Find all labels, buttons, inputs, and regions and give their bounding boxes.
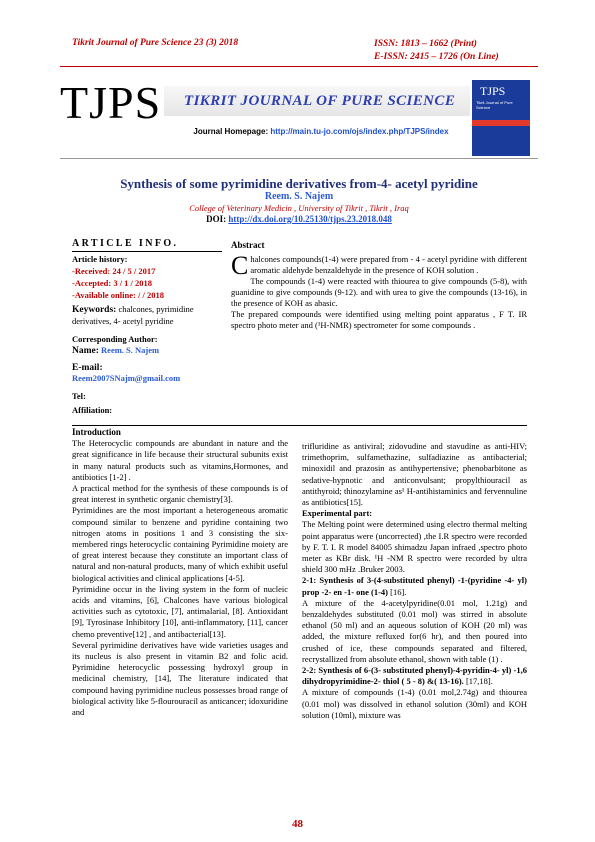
- email-link[interactable]: Reem2007SNajm@gmail.com: [72, 373, 181, 383]
- intro-paragraph: The Heterocyclic compounds are abundant in nature and the great significance in life because their structural subunits exist in many natural products such as vitamins,Hormones, and antibiotics [1-2] .: [72, 438, 288, 482]
- experimental-paragraph: The Melting point were determined using electro thermal melting point apparatus were (uncorrected) ,the I.R spectro were recorded by F. T. I. R model 84005 shimadzu Japan infraed ,spectro photo meter as KBr disk. ¹H -NM R spectro were recorded by ultra shield 300 mHz .Bruker 2003.: [302, 519, 527, 575]
- doi-link[interactable]: http://dx.doi.org/10.25130/tjps.23.2018.048: [228, 214, 392, 224]
- article-info-rule: [72, 251, 222, 252]
- accepted-date: -Accepted: 3 / 1 / 2018: [72, 278, 153, 288]
- affiliation-label: Affiliation:: [72, 405, 113, 415]
- body-column-right: [302, 441, 527, 721]
- body-column-left: [72, 427, 288, 718]
- abstract-p3: The prepared compounds were identified using melting point apparatus , F T. IR spectro photo meter and (¹H-NMR) spectrometer for some compounds .: [231, 309, 527, 330]
- doi-label: DOI:: [206, 214, 227, 224]
- issn-print: ISSN: 1813 – 1662 (Print): [374, 39, 477, 49]
- cover-title: Tikrit Journal of Pure Science: [476, 100, 513, 110]
- abstract-text: [231, 251, 527, 331]
- keywords: Keywords: chalcones, pyrimidine derivatives, 4- acetyl pyridine: [72, 304, 194, 326]
- abstract-p1: halcones compounds(1-4) were prepared from - 4 - acetyl pyridine with different aromatic aldehyde benzaldehyde in the presence of KOH solution .: [250, 254, 527, 275]
- homepage-link[interactable]: http://main.tu-jo.com/ojs/index.php/TJPS/index: [270, 127, 449, 136]
- introduction-heading: Introduction: [72, 427, 121, 437]
- journal-cover-image: [472, 80, 530, 156]
- intro-paragraph: Pyrimidines are the most important a heterogeneous aromatic compound similar to benzene and pyridine containing two nitrogen atoms in positions 1 and 3 consisting the six-membered rings heterocyclic containing Pyrimidine moiety are of great interest because they constitute an important class of natural and non-natural products, many of which exhibit useful biological activities and clinical applications [4-5].: [72, 505, 288, 583]
- intro-paragraph: trifluridine as antiviral; zidovudine and stavudine as anti-HIV; trimethoprim, sulfamethazine, sulfadiazine as antibacterial; minoxidil and prazosin as antihypertensive; phenobarbitone as sedative-hypnotic and anticonvulsant; propylthiouracil as antithyroid; thinozylamine as¹ H-antihistaminics and fervennuline as antibiotics[15].: [302, 441, 527, 508]
- tel-label: Tel:: [72, 391, 86, 401]
- header-divider: [60, 158, 538, 159]
- issn-block: [374, 38, 499, 64]
- intro-paragraph: Several pyrimidine derivatives have wide varieties usages and its nucleus is also present in vitamin B2 and folic acid. Pyrimidine heterocyclic possessing hydroxyl group in medicinal chemistry, [14], The literature indicated that compound having pyrimidine nucleus possesses broad range of biological activity like 5-flourouracil as anticancer; idoxuridine and: [72, 639, 288, 718]
- section-2-2-heading: 2-2: Synthesis of 6-(3- substituted phenyl)-4-pyridin-4- yl) -1,6 dihydropyrimidine-2- thiol ( 5 - 8) &( 13-16). [17,18].: [302, 665, 527, 687]
- cover-logo: TJPS: [480, 84, 506, 98]
- abstract-heading: Abstract: [231, 240, 265, 250]
- tjps-logo: TJPS: [60, 77, 162, 128]
- journal-name: TIKRIT JOURNAL OF PURE SCIENCE: [184, 93, 456, 109]
- section-2-1-heading: 2-1: Synthesis of 3-(4-substituted phenyl) -1-(pyridine -4- yl) prop -2- en -1- one (1-4) [16].: [302, 575, 527, 597]
- header-rule: [60, 66, 538, 67]
- online-date: -Available online: / / 2018: [72, 290, 164, 300]
- page-number: 48: [292, 818, 303, 830]
- cover-stripe: [472, 120, 530, 126]
- received-date: -Received: 24 / 5 / 2017: [72, 266, 156, 276]
- issn-online: E-ISSN: 2415 – 1726 (On Line): [374, 52, 499, 62]
- homepage-label: Journal Homepage:: [193, 127, 269, 136]
- journal-homepage: [162, 127, 480, 136]
- experimental-heading: Experimental part:: [302, 508, 373, 519]
- abstract-dropcap: C: [231, 251, 249, 280]
- corresponding-author-label: Corresponding Author:: [72, 334, 158, 344]
- intro-paragraph: A practical method for the synthesis of these compounds is of great interest in synthetic organic chemistry[3].: [72, 483, 288, 505]
- article-author: Reem. S. Najem: [264, 191, 334, 202]
- article-history-label: Article history:: [72, 254, 128, 264]
- intro-paragraph: Pyrimidine occur in the living system in the form of nucleic acids and vitamins, [6], Chalcones have various biological activities such as cytotoxic, [7], antimalarial, [8]. Antioxidant [9], Tyrosinase Inhibitory [10], anti-inflammatory, [11], cancer chemo preventive[12] , and antibacterial[13].: [72, 583, 288, 639]
- article-info-heading: ARTICLE INFO.: [72, 238, 179, 249]
- section-rule: [72, 425, 527, 426]
- email-label: E-mail:: [72, 363, 103, 373]
- section-2-2-paragraph: A mixture of compounds (1-4) (0.01 mol,2.74g) and thiourea (0.01 mol) was dissolved in ethanol solution (30ml) and KOH solution (10ml), mixture was: [302, 687, 527, 720]
- article-doi: [60, 214, 538, 224]
- corresponding-author-name: Name: Reem. S. Najem: [72, 345, 160, 356]
- article-affiliation: College of Veterinary Medicin , University of Tikrit , Tikrit , Iraq: [189, 203, 409, 213]
- journal-citation: Tikrit Journal of Pure Science 23 (3) 2018: [72, 38, 239, 48]
- section-2-1-paragraph: A mixture of the 4-acetylpyridine(0.01 mol, 1.21g) and benzaldehydes substituted (0.01 mol) was stirred in absolute ethanol (50 ml) and an aqueous solution of KOH (20 ml) was added, the mixture refluxed for(6 hr), and then poured into crushed of ice, these compounds separated and filtered, recrystallized from absolute ethanol, shown with table (1) .: [302, 597, 527, 664]
- article-title: Synthesis of some pyrimidine derivatives from-4- acetyl pyridine: [120, 176, 478, 191]
- abstract-p2: The compounds (1-4) were reacted with thiourea to give compounds (5-8), with guanidine to give compounds (9-12). and with urea to give the compounds (13-16), in the presence of KOH as abasic.: [231, 276, 527, 308]
